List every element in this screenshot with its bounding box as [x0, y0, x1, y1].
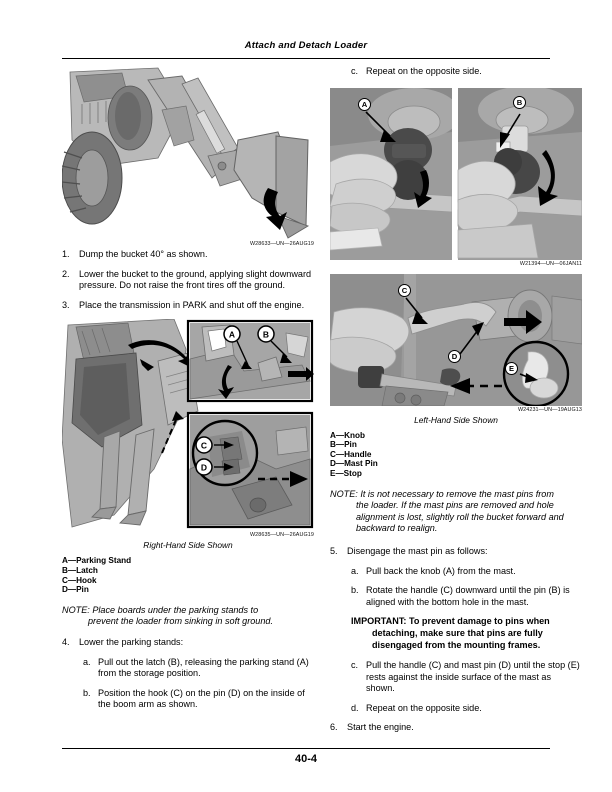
figure-parking-stand-caption-title: Right-Hand Side Shown: [143, 540, 233, 551]
step-1: [62, 249, 314, 261]
step-5-substep-a-text: Pull back the knob (A) from the mast.: [366, 565, 516, 576]
right-legend: [330, 431, 582, 479]
figure-handle-mastpin-image: [330, 274, 582, 406]
left-legend-item-b: B—Latch: [62, 565, 98, 575]
step-1-number: 1.: [62, 249, 70, 259]
right-legend-item-e: E—Stop: [330, 468, 362, 478]
figure-parking-stand-image: [62, 319, 314, 531]
callout-b-pin: B: [513, 96, 526, 109]
right-legend-item-d: D—Mast Pin: [330, 459, 378, 469]
left-legend-item-a: A—Parking Stand: [62, 556, 132, 566]
substep-c-text: Repeat on the opposite side.: [366, 66, 482, 76]
left-legend: [62, 556, 314, 594]
left-note-line2: prevent the loader from sinking in soft ground.: [88, 616, 274, 627]
svg-text:C: C: [200, 440, 208, 451]
svg-text:A: A: [228, 329, 236, 340]
left-legend-item-d: D—Pin: [62, 585, 89, 595]
left-legend-item-c: C—Hook: [62, 575, 97, 585]
step-4-substep-a-text: Pull out the latch (B), releasing the parking stand (A) from the storage position.: [98, 656, 309, 679]
step-4-substep-a: [62, 657, 314, 680]
step-5-text: Disengage the mast pin as follows:: [347, 545, 488, 556]
step-5-substep-b: [330, 585, 582, 608]
step-5-substep-a-number: a.: [351, 565, 359, 576]
left-note-line1: Place boards under the parking stands to: [92, 604, 259, 615]
right-note-label: NOTE:: [330, 488, 358, 499]
step-3: [62, 300, 314, 312]
step-5-substep-d-text: Repeat on the opposite side.: [366, 702, 482, 713]
right-legend-item-b: B—Pin: [330, 440, 357, 450]
substep-c-number: c.: [351, 66, 359, 76]
figure-handle-mastpin-caption-title: Left-Hand Side Shown: [414, 414, 498, 425]
header-divider: [62, 58, 550, 59]
figure-handle-mastpin-caption-code: W24231—UN—19AUG13: [517, 406, 582, 413]
right-note-line4: backward to realign.: [356, 523, 438, 534]
step-4-substep-a-number: a.: [83, 656, 91, 667]
right-column: [330, 66, 582, 742]
left-note-label: NOTE:: [62, 604, 90, 615]
important-notice: [330, 616, 582, 651]
callout-a-knob: A: [358, 98, 371, 111]
figure-handle-mastpin: [330, 274, 582, 425]
step-6-number: 6.: [330, 722, 338, 733]
important-label: IMPORTANT:: [351, 616, 407, 627]
step-5-substep-a: [330, 566, 582, 578]
figure-parking-stand: [62, 319, 314, 550]
figure-loader-dump-caption-code: W28633—UN—26AUG19: [249, 241, 314, 247]
left-column: [62, 66, 314, 719]
left-note: [62, 605, 314, 628]
step-4-substep-b-number: b.: [83, 687, 91, 698]
important-line2: detaching, make sure that pins are fully: [372, 627, 543, 638]
step-4-text: Lower the parking stands:: [79, 636, 184, 647]
figure-loader-dump-image: [62, 66, 314, 240]
svg-text:B: B: [262, 329, 270, 340]
callout-c-handle: C: [398, 284, 411, 297]
step-4-number: 4.: [62, 636, 70, 647]
step-6: [330, 722, 582, 734]
step-5-substep-c-number: c.: [351, 660, 359, 671]
page-header-title: Attach and Detach Loader: [244, 40, 368, 51]
step-5-substep-c-text: Pull the handle (C) and mast pin (D) until the stop (E) rests against the inside surface of the mast as shown.: [366, 660, 580, 694]
figure-parking-stand-caption-code: W28635—UN—26AUG19: [249, 532, 314, 539]
right-legend-item-c: C—Handle: [330, 449, 372, 459]
right-note-line3: alignment is lost, slightly roll the bucket forward and: [356, 511, 564, 522]
right-note-line1: It is not necessary to remove the mast pins from: [360, 488, 554, 499]
svg-text:D: D: [200, 462, 208, 473]
step-5-number: 5.: [330, 545, 338, 556]
substep-c-repeat-opposite-side: [330, 66, 582, 78]
step-2-text: Lower the bucket to the ground, applying slight downward pressure. Do not raise the front tires off the ground.: [79, 268, 312, 291]
step-3-number: 3.: [62, 299, 70, 310]
step-5-substep-d: [330, 703, 582, 715]
footer-divider: [62, 748, 550, 749]
right-note-line2: the loader. If the mast pins are removed and hole: [356, 500, 554, 511]
step-3-text: Place the transmission in PARK and shut off the engine.: [79, 299, 305, 310]
important-line3: disengaged from the mounting frames.: [372, 639, 541, 650]
figure-loader-dump: [62, 66, 314, 247]
important-line1: To prevent damage to pins when: [408, 616, 550, 627]
step-5: [330, 546, 582, 558]
step-2: [62, 269, 314, 292]
step-4-substep-b-text: Position the hook (C) on the pin (D) on the inside of the boom arm as shown.: [98, 687, 305, 710]
step-5-substep-c: [330, 660, 582, 695]
step-1-text: Dump the bucket 40° as shown.: [79, 249, 208, 259]
step-5-substep-d-number: d.: [351, 702, 359, 713]
step-6-text: Start the engine.: [347, 722, 414, 733]
callout-d-mast-pin: D: [448, 350, 461, 363]
step-4-substep-b: [62, 688, 314, 711]
right-legend-item-a: A—Knob: [330, 430, 366, 440]
step-5-substep-b-text: Rotate the handle (C) downward until the pin (B) is aligned with the bottom hole in the mast.: [366, 585, 570, 607]
right-note: [330, 489, 582, 535]
figure-knob-photos-image: [330, 88, 582, 260]
step-2-number: 2.: [62, 268, 70, 279]
step-5-substep-b-number: b.: [351, 585, 359, 596]
step-4: [62, 637, 314, 649]
figure-knob-photos: [330, 88, 582, 267]
callout-e-stop: E: [505, 362, 518, 375]
page-number: 40-4: [294, 753, 318, 765]
figure-knob-photos-caption-code: W21394—UN—06JAN11: [519, 260, 582, 267]
